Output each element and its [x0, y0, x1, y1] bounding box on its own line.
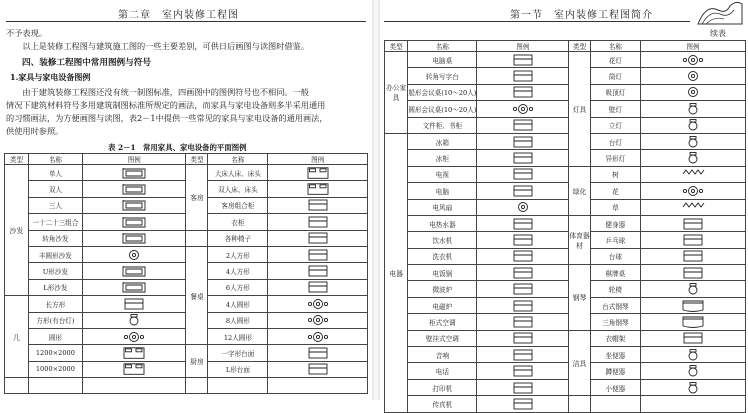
category-cell: 体育器材 — [569, 215, 590, 264]
item-name-cell: 4人圆形 — [208, 296, 268, 312]
item-name-cell: 三角钢琴 — [590, 314, 640, 330]
symbol-cell — [82, 328, 186, 344]
item-name-cell: 丰圆形沙发 — [28, 246, 82, 262]
col-header: 图例 — [641, 41, 746, 52]
table-row — [385, 281, 746, 297]
symbol-cell — [268, 361, 368, 377]
round-table-icon — [116, 331, 152, 343]
item-name-cell: 圆形会议桌(10～20人) — [408, 101, 477, 117]
item-name-cell: 柜式空调 — [408, 314, 477, 330]
category-cell — [569, 396, 590, 412]
item-name-cell: 电视 — [408, 166, 477, 182]
special-lamp-icon — [675, 152, 711, 164]
symbol-cell — [82, 296, 186, 312]
symbol-cell — [641, 117, 746, 133]
category-cell: 沙发 — [5, 165, 29, 296]
symbol-cell — [641, 330, 746, 346]
item-name-cell: 12人圆形 — [208, 328, 268, 344]
symbol-cell — [477, 101, 569, 117]
item-name-cell: 电脑桌 — [408, 52, 477, 68]
col-header: 名称 — [28, 154, 82, 165]
wheelchair-icon — [675, 283, 711, 295]
col-header: 名称 — [208, 154, 268, 165]
wave-ornament-icon — [696, 0, 744, 30]
item-name-cell: 轮椅 — [590, 281, 640, 297]
double-bed-icon — [300, 167, 336, 179]
coat-rack-icon — [675, 332, 711, 344]
item-name-cell: 坐便器 — [590, 347, 640, 363]
category-cell — [186, 378, 208, 394]
symbol-cell — [477, 396, 569, 412]
symbol-cell — [477, 183, 569, 199]
category-cell — [186, 230, 208, 246]
category-cell: 办公家具 — [385, 52, 408, 134]
round-conf-icon — [505, 103, 541, 115]
table-row — [385, 117, 746, 133]
table-row — [385, 232, 746, 248]
symbol-cell — [477, 52, 569, 68]
book-gutter — [372, 0, 380, 400]
item-name-cell: 6人方形 — [208, 279, 268, 295]
symbol-cell — [82, 246, 186, 262]
freezer-icon — [505, 152, 541, 164]
item-name-cell: 1200×2000 — [28, 345, 82, 361]
symbol-cell — [82, 279, 186, 295]
category-cell: 客房 — [186, 165, 208, 231]
right-page — [380, 0, 748, 409]
item-name-cell: 一十二十三组合 — [28, 214, 82, 230]
body-line: 的习惯画法，为方便画图与读图，表2－1中提供一些常见的家具与家电设备的通用画法， — [6, 113, 328, 123]
symbol-cell — [477, 363, 569, 379]
rect-table-icon — [116, 298, 152, 310]
item-name-cell — [208, 378, 268, 394]
symbol-cell — [268, 296, 368, 312]
symbol-cell — [641, 232, 746, 248]
item-name-cell: 长方形 — [28, 296, 82, 312]
tree-icon — [675, 168, 711, 180]
wall-ac-icon — [505, 332, 541, 344]
u-sofa-icon — [116, 265, 152, 277]
symbol-cell — [477, 330, 569, 346]
bed-icon — [116, 347, 152, 359]
item-name-cell: 饮水机 — [408, 232, 477, 248]
phone-icon — [505, 365, 541, 377]
symbol-cell — [477, 215, 569, 231]
symbol-cell — [641, 363, 746, 379]
item-name-cell: 台式钢琴 — [590, 297, 640, 313]
item-name-cell: 转角沙发 — [28, 230, 82, 246]
l-sofa-icon — [116, 281, 152, 293]
symbol-cell — [477, 379, 569, 395]
symbol-cell — [641, 101, 746, 117]
symbol-cell — [477, 248, 569, 264]
item-name-cell: 传真机 — [408, 396, 477, 412]
symbol-cell — [477, 199, 569, 215]
page-header: 第一节 室内装修工程图简介 — [510, 10, 653, 21]
toilet-icon — [675, 349, 711, 361]
symbol-cell — [641, 379, 746, 395]
item-name-cell: 异形灯 — [590, 150, 640, 166]
symbol-cell — [268, 312, 368, 328]
symbol-cell — [641, 150, 746, 166]
symbol-cell — [82, 230, 186, 246]
item-name-cell: 草 — [590, 199, 640, 215]
col-header: 类型 — [186, 154, 208, 165]
item-name-cell: 台球 — [590, 248, 640, 264]
subsection-heading: 1.家具与家电设备图例 — [10, 72, 91, 82]
symbol-cell — [268, 230, 368, 246]
symbol-cell — [477, 297, 569, 313]
item-name-cell: 壁挂式空调 — [408, 330, 477, 346]
item-name-cell: 方形(有台灯) — [28, 312, 82, 328]
symbol-cell — [82, 361, 186, 377]
table-row — [5, 378, 368, 394]
chairs-icon — [300, 232, 336, 244]
continued-label: 续表 — [710, 29, 726, 38]
col-header: 图例 — [82, 154, 186, 165]
item-name-cell: 衣帽架 — [590, 330, 640, 346]
header-rule — [384, 21, 690, 22]
fan-icon — [505, 201, 541, 213]
symbol-cell — [268, 165, 368, 181]
grass-icon — [675, 201, 711, 213]
item-name-cell: 花 — [590, 183, 640, 199]
item-name-cell: 立灯 — [590, 117, 640, 133]
urinal-icon — [675, 382, 711, 394]
symbol-cell — [477, 68, 569, 84]
table-row — [385, 379, 746, 395]
body-line: 情况下建筑材料符号多用建筑制图标准所规定的画法，而家具与家电设备则多半采用通用 — [6, 100, 326, 110]
item-name-cell: 蹲便器 — [590, 363, 640, 379]
item-name-cell: L形沙发 — [28, 279, 82, 295]
table-row — [385, 363, 746, 379]
header-rule — [6, 21, 366, 22]
table-row — [385, 183, 746, 199]
symbol-cell — [82, 345, 186, 361]
counter-icon — [300, 347, 336, 359]
item-name-cell: 三人 — [28, 197, 82, 213]
symbol-cell — [641, 133, 746, 149]
billiards-icon — [675, 250, 711, 262]
symbol-cell — [477, 166, 569, 182]
downlight-icon — [675, 70, 711, 82]
category-cell: 几 — [5, 296, 29, 378]
table-row — [385, 396, 746, 412]
symbol-cell — [641, 347, 746, 363]
col-header: 图例 — [268, 154, 368, 165]
table-row — [385, 265, 746, 281]
col-header: 名称 — [590, 41, 640, 52]
table-row — [385, 101, 746, 117]
symbol-cell — [641, 215, 746, 231]
fax-icon — [505, 398, 541, 410]
table-caption: 表 2－1 常用家具、家电设备的平面图例 — [108, 143, 247, 152]
ceiling-lamp-icon — [675, 86, 711, 98]
item-name-cell: 1000×2000 — [28, 361, 82, 377]
ping-pong-icon — [675, 234, 711, 246]
item-name-cell: 花灯 — [590, 52, 640, 68]
symbol-cell — [641, 281, 746, 297]
table-row — [385, 248, 746, 264]
symbol-cell — [641, 396, 746, 412]
item-name-cell: U形沙发 — [28, 263, 82, 279]
symbol-cell — [268, 181, 368, 197]
floor-lamp-icon — [675, 119, 711, 131]
category-cell: 灯具 — [569, 52, 590, 167]
item-name-cell: 打印机 — [408, 379, 477, 395]
fridge-icon — [505, 136, 541, 148]
table-row — [385, 84, 746, 100]
printer-icon — [505, 382, 541, 394]
table-row — [385, 68, 746, 84]
item-name-cell: 电热水器 — [408, 215, 477, 231]
round-12-icon — [300, 331, 336, 343]
item-name-cell: 各种椅子 — [208, 230, 268, 246]
symbol-cell — [268, 197, 368, 213]
induction-icon — [505, 300, 541, 312]
symbol-cell — [268, 328, 368, 344]
symbol-cell — [477, 314, 569, 330]
item-name-cell: 圆形 — [28, 328, 82, 344]
item-name-cell: 棋牌桌 — [590, 265, 640, 281]
item-name-cell: 冰箱 — [408, 133, 477, 149]
three-seat-sofa-icon — [116, 199, 152, 211]
item-name-cell: 电风扇 — [408, 199, 477, 215]
symbol-cell — [268, 345, 368, 361]
table-row — [385, 330, 746, 346]
upright-piano-icon — [675, 300, 711, 312]
chandelier-icon — [675, 54, 711, 66]
desk-lamp-icon — [675, 136, 711, 148]
item-name-cell: 衣柜 — [208, 214, 268, 230]
square-table-lamp-icon — [116, 314, 152, 326]
symbol-cell — [641, 265, 746, 281]
symbol-cell — [477, 84, 569, 100]
corner-desk-icon — [505, 70, 541, 82]
symbol-cell — [477, 117, 569, 133]
sofa-group-icon — [116, 216, 152, 228]
item-name-cell: 单人 — [28, 165, 82, 181]
item-name-cell: 一字形台面 — [208, 345, 268, 361]
category-cell: 洁具 — [569, 330, 590, 396]
table-row — [385, 199, 746, 215]
cabinet-ac-icon — [505, 316, 541, 328]
item-name-cell: 客房组合柜 — [208, 197, 268, 213]
file-cabinet-icon — [505, 119, 541, 131]
table-4-icon — [300, 265, 336, 277]
col-header: 类型 — [5, 154, 29, 165]
semicircle-sofa-icon — [116, 249, 152, 261]
item-name-cell: 双人 — [28, 181, 82, 197]
symbol-cell — [477, 133, 569, 149]
section-heading: 四、装修工程图中常用图例与符号 — [22, 58, 151, 68]
symbol-cell — [641, 199, 746, 215]
item-name-cell: L形台面 — [208, 361, 268, 377]
item-name-cell: 双人床、床头 — [208, 181, 268, 197]
card-table-icon — [675, 267, 711, 279]
table-6-icon — [300, 281, 336, 293]
body-line: 由于建筑装修工程图还没有统一制图标准，四画图中的图例符号也不相同。一般 — [6, 87, 309, 97]
item-name-cell: 吸顶灯 — [590, 84, 640, 100]
symbol-cell — [268, 279, 368, 295]
symbol-cell — [641, 52, 746, 68]
page-header: 第二章 室内装修工程图 — [118, 10, 239, 21]
table-row — [385, 215, 746, 231]
item-name-cell: 筒灯 — [590, 68, 640, 84]
symbol-cell — [641, 183, 746, 199]
round-4-icon — [300, 298, 336, 310]
speaker-icon — [505, 349, 541, 361]
symbol-cell — [82, 197, 186, 213]
wardrobe-icon — [300, 216, 336, 228]
item-name-cell — [590, 396, 640, 412]
grand-piano-icon — [675, 316, 711, 328]
table-row — [385, 166, 746, 182]
item-name-cell: 电话 — [408, 363, 477, 379]
symbol-cell — [268, 263, 368, 279]
table-2-icon — [300, 249, 336, 261]
water-heater-icon — [505, 218, 541, 230]
cabinet-icon — [300, 199, 336, 211]
symbol-table — [384, 40, 746, 413]
table-row — [5, 165, 368, 181]
item-name-cell: 2人方形 — [208, 246, 268, 262]
item-name-cell: 小便器 — [590, 379, 640, 395]
table-row — [385, 297, 746, 313]
boat-table-icon — [505, 86, 541, 98]
washer-icon — [505, 250, 541, 262]
symbol-cell — [477, 281, 569, 297]
symbol-cell — [82, 378, 186, 394]
microwave-icon — [505, 283, 541, 295]
corner-sofa-icon — [116, 232, 152, 244]
item-name-cell: 转角写字台 — [408, 68, 477, 84]
symbol-table — [4, 153, 368, 394]
left-page — [0, 0, 372, 400]
flower-icon — [675, 185, 711, 197]
symbol-cell — [82, 214, 186, 230]
table-row — [385, 347, 746, 363]
item-name-cell: 8人圆形 — [208, 312, 268, 328]
armchair-icon — [116, 167, 152, 179]
category-cell: 餐桌 — [186, 246, 208, 344]
symbol-cell — [82, 181, 186, 197]
bed-icon — [116, 363, 152, 375]
item-name-cell: 文件柜、书柜 — [408, 117, 477, 133]
item-name-cell: 冰柜 — [408, 150, 477, 166]
computer-icon — [505, 185, 541, 197]
item-name-cell: 微波炉 — [408, 281, 477, 297]
symbol-cell — [641, 248, 746, 264]
intro-line: 不予表现。 — [6, 28, 47, 38]
item-name-cell: 乒乓球 — [590, 232, 640, 248]
symbol-cell — [82, 165, 186, 181]
squat-toilet-icon — [675, 365, 711, 377]
category-cell: 钢琴 — [569, 265, 590, 331]
computer-desk-icon — [505, 54, 541, 66]
item-name-cell: 电磁炉 — [408, 297, 477, 313]
category-cell — [5, 378, 29, 394]
l-counter-icon — [300, 363, 336, 375]
item-name-cell: 台灯 — [590, 133, 640, 149]
category-cell: 厨房 — [186, 345, 208, 378]
item-name-cell: 音响 — [408, 347, 477, 363]
symbol-cell — [641, 84, 746, 100]
table-row — [385, 133, 746, 149]
gym-icon — [675, 218, 711, 230]
col-header: 名称 — [408, 41, 477, 52]
round-8-icon — [300, 314, 336, 326]
wall-lamp-icon — [675, 103, 711, 115]
table-row — [385, 314, 746, 330]
table-row — [385, 150, 746, 166]
item-name-cell: 健身器 — [590, 215, 640, 231]
symbol-cell — [641, 314, 746, 330]
item-name-cell: 4人方形 — [208, 263, 268, 279]
rice-cooker-icon — [505, 267, 541, 279]
item-name-cell: 洗衣机 — [408, 248, 477, 264]
category-cell: 电器 — [385, 133, 408, 412]
loveseat-icon — [116, 183, 152, 195]
col-header: 图例 — [477, 41, 569, 52]
symbol-cell — [268, 378, 368, 394]
symbol-cell — [477, 232, 569, 248]
category-cell: 绿化 — [569, 166, 590, 215]
table-row — [5, 246, 368, 262]
item-name-cell: 大床人床、床头 — [208, 165, 268, 181]
item-name-cell: 树 — [590, 166, 640, 182]
symbol-cell — [477, 347, 569, 363]
table-row — [5, 230, 368, 246]
item-name-cell: 电脑 — [408, 183, 477, 199]
symbol-cell — [477, 150, 569, 166]
twin-bed-icon — [300, 183, 336, 195]
item-name-cell: 船形会议桌(10～20人) — [408, 84, 477, 100]
item-name-cell — [28, 378, 82, 394]
body-line: 供使用时参照。 — [6, 126, 64, 136]
symbol-cell — [82, 312, 186, 328]
symbol-cell — [82, 263, 186, 279]
symbol-cell — [641, 68, 746, 84]
dispenser-icon — [505, 234, 541, 246]
symbol-cell — [477, 265, 569, 281]
symbol-cell — [268, 214, 368, 230]
col-header: 类型 — [569, 41, 590, 52]
item-name-cell: 壁灯 — [590, 101, 640, 117]
symbol-cell — [268, 246, 368, 262]
symbol-cell — [641, 297, 746, 313]
symbol-cell — [641, 166, 746, 182]
tv-icon — [505, 168, 541, 180]
col-header: 类型 — [385, 41, 408, 52]
table-row — [5, 345, 368, 361]
item-name-cell: 电饭锅 — [408, 265, 477, 281]
intro-line: 以上是装修工程图与建筑施工图的一些主要差别，可供日后画图与读图时借鉴。 — [6, 41, 309, 51]
table-row — [385, 52, 746, 68]
